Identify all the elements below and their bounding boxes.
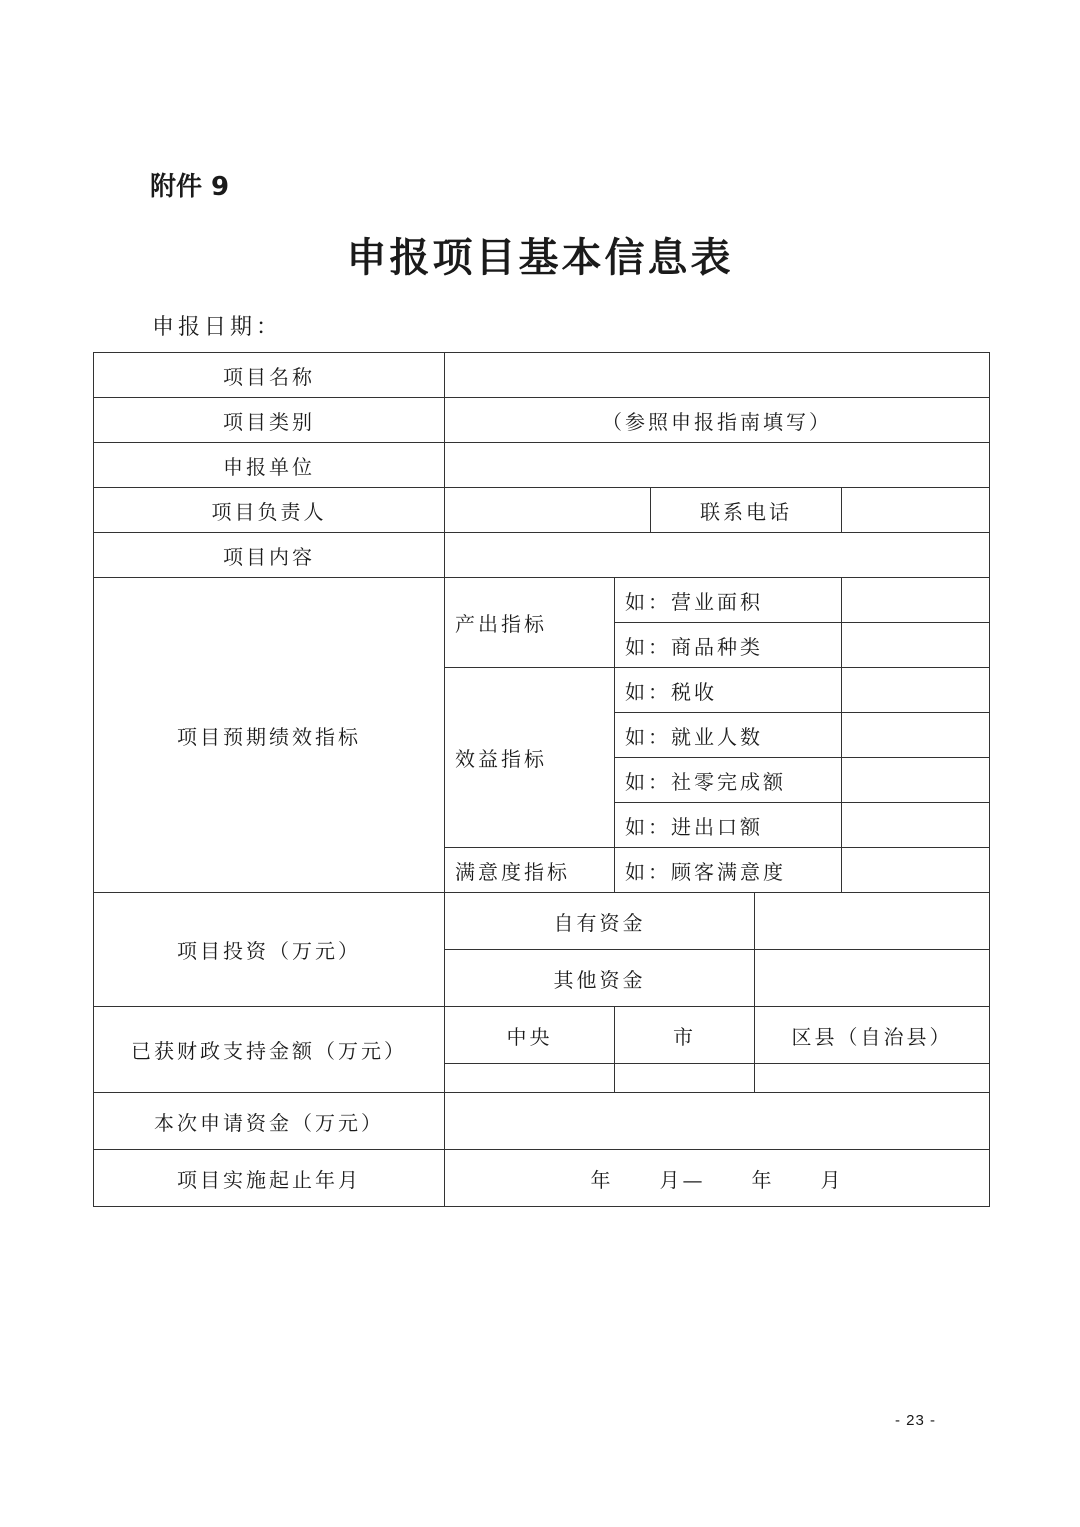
own-funds-field[interactable] [755, 893, 990, 950]
applicant-unit-field[interactable] [445, 443, 990, 488]
city-field[interactable] [615, 1064, 755, 1093]
table-row [94, 893, 990, 950]
other-funds-field[interactable] [755, 950, 990, 1007]
fiscal-support-label: 已获财政支持金额（万元） [94, 1007, 445, 1093]
project-leader-label: 项目负责人 [94, 488, 445, 533]
benefit-item-3: 如：社零完成额 [615, 758, 842, 803]
table-row [94, 398, 990, 443]
district-label: 区县（自治县） [755, 1007, 990, 1064]
output-value-1[interactable] [842, 578, 990, 623]
table-row [94, 533, 990, 578]
page-title: 申报项目基本信息表 [346, 234, 734, 281]
satisfaction-value[interactable] [842, 848, 990, 893]
project-name-field[interactable] [445, 353, 990, 398]
date-label: 申报日期： [152, 315, 283, 340]
apply-funds-field[interactable] [445, 1093, 990, 1150]
output-indicator-label: 产出指标 [445, 578, 615, 668]
project-category-label: 项目类别 [94, 398, 445, 443]
table-row [94, 578, 990, 623]
own-funds-label: 自有资金 [445, 893, 755, 950]
contact-phone-label: 联系电话 [651, 488, 842, 533]
benefit-item-2: 如：就业人数 [615, 713, 842, 758]
table-row [94, 1093, 990, 1150]
benefit-item-4: 如：进出口额 [615, 803, 842, 848]
apply-funds-label: 本次申请资金（万元） [94, 1093, 445, 1150]
project-content-field[interactable] [445, 533, 990, 578]
satisfaction-indicator-label: 满意度指标 [445, 848, 615, 893]
output-value-2[interactable] [842, 623, 990, 668]
output-item-1: 如：营业面积 [615, 578, 842, 623]
city-label: 市 [615, 1007, 755, 1064]
satisfaction-item: 如：顾客满意度 [615, 848, 842, 893]
table-row [94, 353, 990, 398]
benefit-value-3[interactable] [842, 758, 990, 803]
period-field[interactable]: 年 月— 年 月 [445, 1150, 990, 1207]
attachment-label: 附件 9 [150, 172, 230, 202]
district-field[interactable] [755, 1064, 990, 1093]
benefit-value-2[interactable] [842, 713, 990, 758]
benefit-item-1: 如：税收 [615, 668, 842, 713]
project-leader-field[interactable] [445, 488, 651, 533]
applicant-unit-label: 申报单位 [94, 443, 445, 488]
project-category-field[interactable]: （参照申报指南填写） [445, 398, 990, 443]
benefit-indicator-label: 效益指标 [445, 668, 615, 848]
table-row [94, 488, 990, 533]
info-table [93, 352, 990, 1207]
table-row [94, 443, 990, 488]
performance-label: 项目预期绩效指标 [94, 578, 445, 893]
investment-label: 项目投资（万元） [94, 893, 445, 1007]
contact-phone-field[interactable] [842, 488, 990, 533]
table-row [94, 1007, 990, 1064]
other-funds-label: 其他资金 [445, 950, 755, 1007]
period-label: 项目实施起止年月 [94, 1150, 445, 1207]
table-row [94, 1150, 990, 1207]
benefit-value-1[interactable] [842, 668, 990, 713]
central-field[interactable] [445, 1064, 615, 1093]
page-number: - 23 - [895, 1412, 937, 1429]
project-name-label: 项目名称 [94, 353, 445, 398]
project-content-label: 项目内容 [94, 533, 445, 578]
output-item-2: 如：商品种类 [615, 623, 842, 668]
benefit-value-4[interactable] [842, 803, 990, 848]
central-label: 中央 [445, 1007, 615, 1064]
